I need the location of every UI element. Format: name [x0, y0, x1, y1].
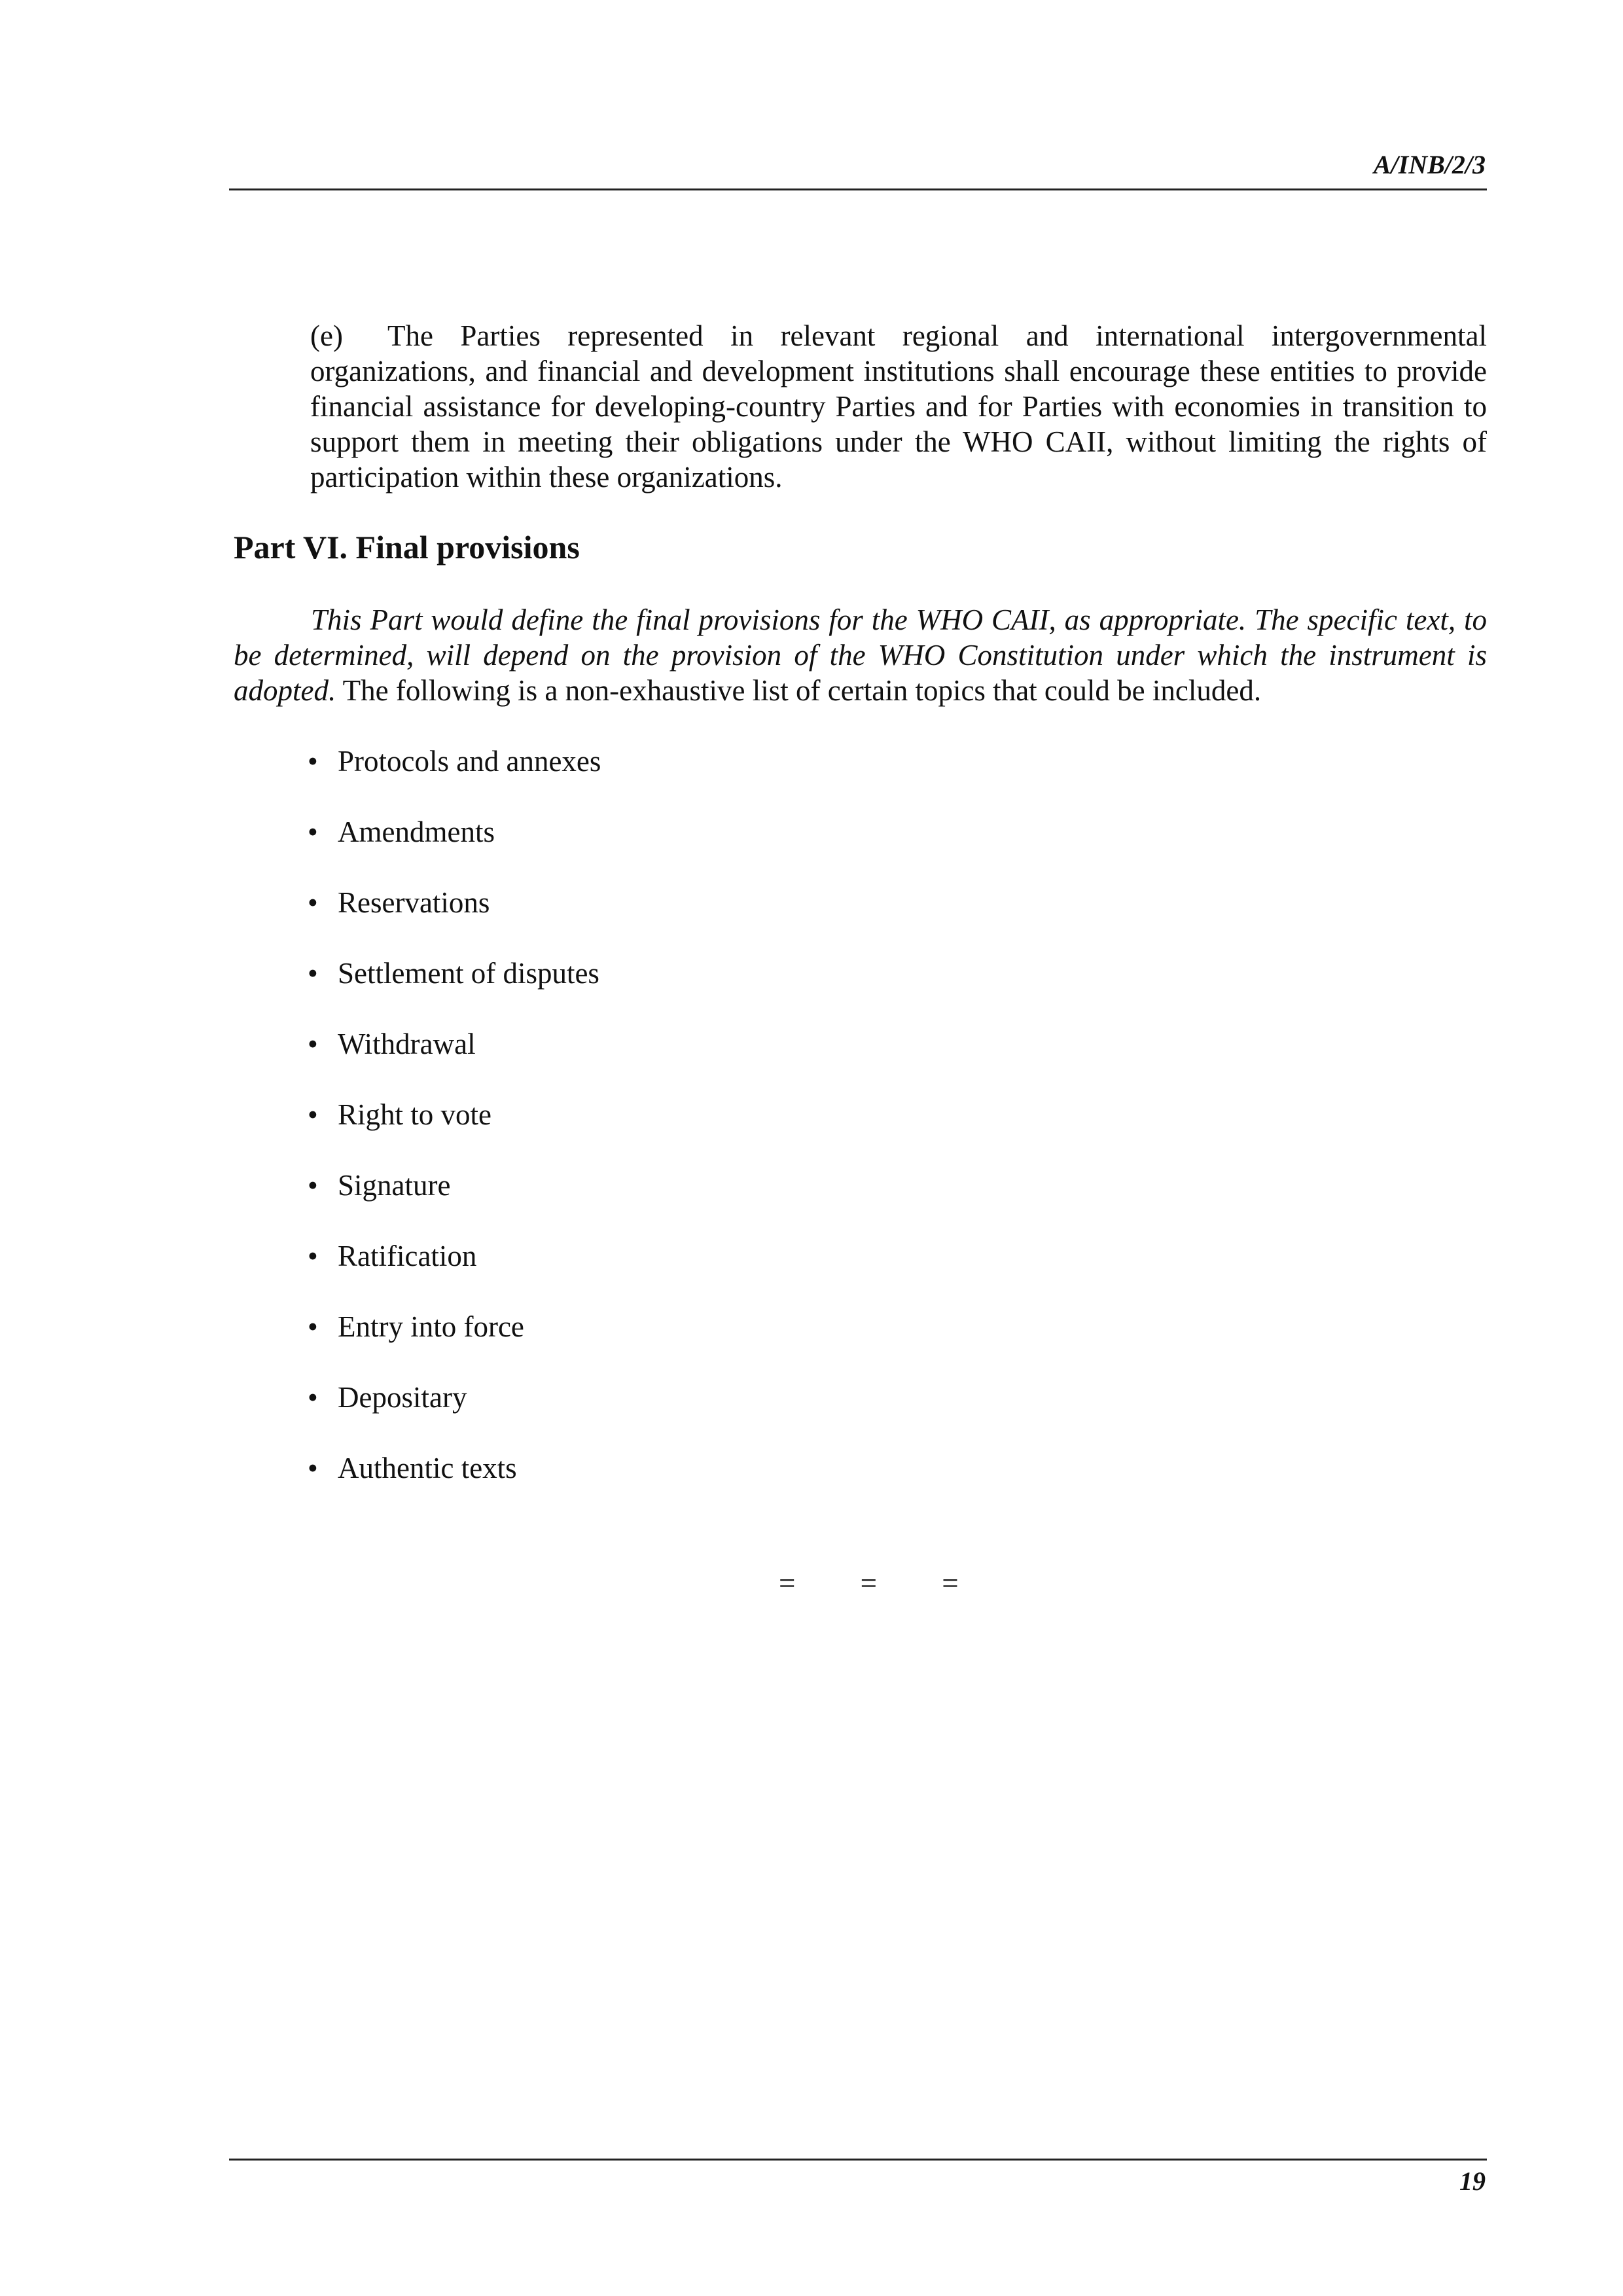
list-item-text: Reservations — [338, 886, 490, 919]
list-item — [308, 956, 601, 1026]
part-vi-intro — [234, 602, 1487, 708]
bullet-icon: • — [308, 886, 318, 919]
list-item — [308, 744, 601, 814]
paragraph-e-text: The Parties represented in relevant regional and international intergovernmental organizations, and financial and development institutions shall encourage these entities to provide financial assistance for developing-country Parties and for Parties with economies in transition to support them in meeting their obligations under the WHO CAII, without limiting the rights of participation within these organizations. — [310, 319, 1487, 493]
topics-list — [308, 744, 601, 1521]
list-item — [308, 1168, 601, 1238]
list-item — [308, 1450, 601, 1521]
list-item-text: Entry into force — [338, 1310, 524, 1343]
bullet-icon: • — [308, 1240, 318, 1272]
list-item — [308, 1026, 601, 1097]
list-item-text: Settlement of disputes — [338, 957, 599, 990]
bullet-icon: • — [308, 816, 318, 848]
list-item-text: Protocols and annexes — [338, 745, 601, 778]
list-item-text: Signature — [338, 1169, 451, 1202]
paragraph-e-label: (e) — [310, 319, 343, 352]
bullet-icon: • — [308, 1381, 318, 1414]
list-item — [308, 1238, 601, 1309]
list-item — [308, 1097, 601, 1168]
bullet-icon: • — [308, 1028, 318, 1060]
page-number: 19 — [1459, 2166, 1486, 2196]
bullet-icon: • — [308, 1098, 318, 1131]
list-item-text: Right to vote — [338, 1098, 491, 1131]
bullet-icon: • — [308, 745, 318, 778]
list-item-text: Depositary — [338, 1381, 467, 1414]
header-rule — [229, 188, 1487, 190]
list-item — [308, 1380, 601, 1450]
list-item — [308, 814, 601, 885]
bullet-icon: • — [308, 1452, 318, 1484]
list-item-text: Amendments — [338, 816, 495, 848]
bullet-icon: • — [308, 1310, 318, 1343]
list-item-text: Ratification — [338, 1240, 477, 1272]
part-vi-heading: Part VI. Final provisions — [234, 529, 580, 565]
list-item — [308, 885, 601, 956]
part-vi-intro-italic: This Part would define the final provisions for the WHO CAII, as appropriate. The specific text, to be determined, will depend on the provision of the WHO Constitution under which the instrument is adopted. — [234, 603, 1487, 707]
bullet-icon: • — [308, 1169, 318, 1202]
list-item-text: Withdrawal — [338, 1028, 476, 1060]
paragraph-e — [310, 318, 1487, 495]
document-symbol: A/INB/2/3 — [1373, 150, 1486, 179]
part-vi-intro-plain: The following is a non-exhaustive list of certain topics that could be included. — [336, 674, 1262, 707]
list-item-text: Authentic texts — [338, 1452, 517, 1484]
list-item — [308, 1309, 601, 1380]
end-of-document-mark: = = = — [779, 1567, 988, 1600]
footer-rule — [229, 2159, 1487, 2161]
bullet-icon: • — [308, 957, 318, 990]
